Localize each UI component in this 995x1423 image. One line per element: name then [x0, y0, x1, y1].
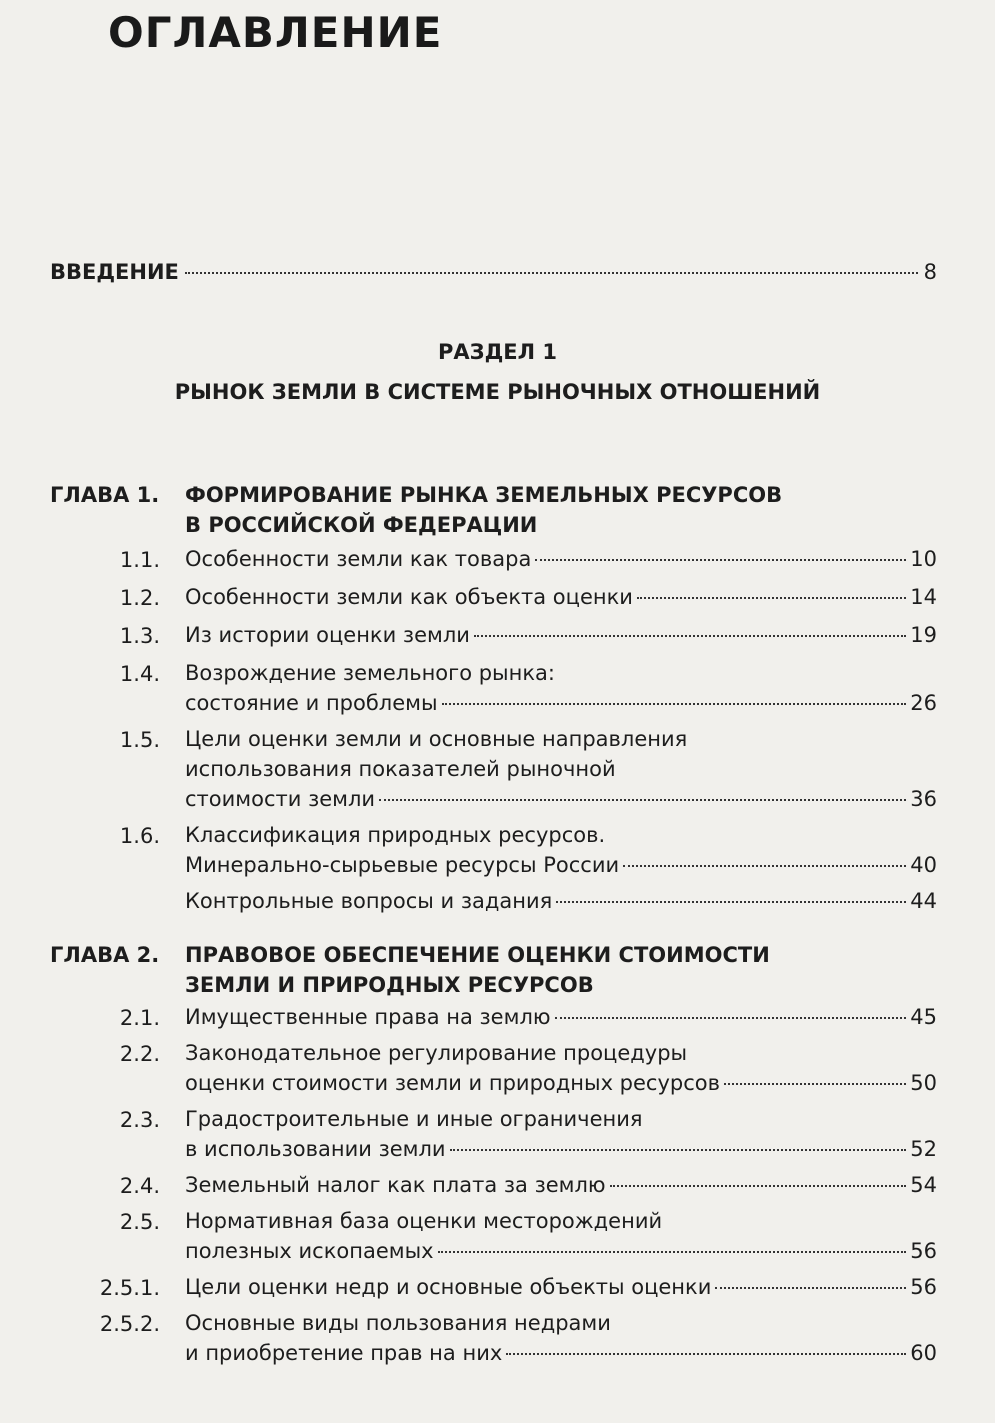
leader-dots — [555, 1017, 907, 1019]
leader-dots — [474, 635, 906, 637]
toc-entry[interactable] — [185, 582, 937, 612]
intro-entry[interactable] — [50, 260, 937, 284]
page-number: 56 — [910, 1275, 937, 1299]
chapter-title-line: ЗЕМЛИ И ПРИРОДНЫХ РЕСУРСОВ — [185, 973, 594, 997]
page-number: 56 — [910, 1239, 937, 1263]
entry-number: 1.4. — [119, 662, 160, 686]
entry-number: 2.4. — [119, 1174, 160, 1198]
entry-title-line: Земельный налог как плата за землю — [185, 1173, 606, 1197]
entry-title-line: стоимости земли — [185, 787, 376, 811]
toc-entry[interactable] — [185, 1308, 937, 1368]
page-number: 54 — [910, 1173, 937, 1197]
leader-dots — [535, 559, 906, 561]
entry-number: 1.5. — [119, 728, 160, 752]
page-number: 36 — [910, 787, 937, 811]
entry-title-line: полезных ископаемых — [185, 1239, 434, 1263]
entry-title-line: Градостроительные и иные ограничения — [185, 1107, 643, 1131]
toc-entry[interactable] — [185, 1170, 937, 1200]
leader-dots — [610, 1185, 907, 1187]
toc-entry[interactable] — [185, 1104, 937, 1164]
leader-dots — [623, 865, 906, 867]
toc-entry[interactable] — [185, 886, 937, 916]
entry-number: 1.6. — [119, 824, 160, 848]
leader-dots — [715, 1287, 906, 1289]
entry-title-line: Цели оценки недр и основные объекты оценки — [185, 1275, 712, 1299]
chapter-title-line: В РОССИЙСКОЙ ФЕДЕРАЦИИ — [185, 513, 538, 537]
page-number: 45 — [910, 1005, 937, 1029]
leader-dots — [556, 901, 906, 903]
entry-number: 2.3. — [119, 1108, 160, 1132]
toc-entry[interactable] — [185, 544, 937, 574]
chapter-title-line: ФОРМИРОВАНИЕ РЫНКА ЗЕМЕЛЬНЫХ РЕСУРСОВ — [185, 483, 783, 507]
page-number: 14 — [910, 585, 937, 609]
toc-entry[interactable] — [185, 1206, 937, 1266]
entry-title-line: Из истории оценки земли — [185, 623, 470, 647]
entry-title-line: Особенности земли как объекта оценки — [185, 585, 633, 609]
leader-dots — [185, 272, 918, 274]
section-label: РАЗДЕЛ 1 — [438, 340, 557, 364]
entry-title-line: Цели оценки земли и основные направления — [185, 727, 688, 751]
page-number: 60 — [910, 1341, 937, 1365]
entry-title-line: состояние и проблемы — [185, 691, 438, 715]
chapter-1-label: ГЛАВА 1. — [50, 483, 160, 507]
page-number: 52 — [910, 1137, 937, 1161]
chapter-2-title[interactable] — [185, 940, 770, 1000]
leader-dots — [438, 1251, 907, 1253]
toc-entry[interactable] — [185, 1272, 937, 1302]
entry-number: 2.2. — [119, 1042, 160, 1066]
entry-title-line: Возрождение земельного рынка: — [185, 661, 555, 685]
entry-title-line: использования показателей рыночной — [185, 757, 616, 781]
page-number: 19 — [910, 623, 937, 647]
leader-dots — [724, 1083, 906, 1085]
leader-dots — [442, 703, 907, 705]
toc-entry[interactable] — [185, 658, 937, 718]
entry-title-line: Минерально-сырьевые ресурсы России — [185, 853, 620, 877]
entry-number: 2.1. — [119, 1006, 160, 1030]
section-title: РЫНОК ЗЕМЛИ В СИСТЕМЕ РЫНОЧНЫХ ОТНОШЕНИЙ — [174, 380, 821, 404]
intro-page-number: 8 — [923, 260, 937, 284]
entry-title-line: Нормативная база оценки месторождений — [185, 1209, 663, 1233]
leader-dots — [379, 799, 906, 801]
toc-entry[interactable] — [185, 1038, 937, 1098]
entry-title-line: Законодательное регулирование процедуры — [185, 1041, 688, 1065]
page-title: ОГЛАВЛЕНИЕ — [108, 8, 443, 57]
page-number: 44 — [910, 889, 937, 913]
page-number: 10 — [910, 547, 937, 571]
chapter-2-label: ГЛАВА 2. — [50, 943, 160, 967]
toc-entry[interactable] — [185, 1002, 937, 1032]
entry-title-line: и приобретение прав на них — [185, 1341, 503, 1365]
entry-title-line: Имущественные права на землю — [185, 1005, 551, 1029]
toc-entry[interactable] — [185, 724, 937, 814]
entry-number: 2.5.2. — [99, 1312, 160, 1336]
entry-number: 2.5. — [119, 1210, 160, 1234]
entry-number: 2.5.1. — [99, 1276, 160, 1300]
leader-dots — [637, 597, 906, 599]
entry-title-line: Классификация природных ресурсов. — [185, 823, 606, 847]
toc-entry[interactable] — [185, 820, 937, 880]
chapter-title-line: ПРАВОВОЕ ОБЕСПЕЧЕНИЕ ОЦЕНКИ СТОИМОСТИ — [185, 943, 770, 967]
entry-title-line: Контрольные вопросы и задания — [185, 889, 553, 913]
intro-label: ВВЕДЕНИЕ — [50, 260, 179, 284]
leader-dots — [450, 1149, 907, 1151]
entry-title-line: Особенности земли как товара — [185, 547, 532, 571]
entry-number: 1.1. — [119, 548, 160, 572]
chapter-1-title[interactable] — [185, 480, 782, 540]
page-number: 40 — [910, 853, 937, 877]
page-number: 50 — [910, 1071, 937, 1095]
leader-dots — [506, 1353, 906, 1355]
entry-title-line: в использовании земли — [185, 1137, 446, 1161]
page-number: 26 — [910, 691, 937, 715]
entry-title-line: оценки стоимости земли и природных ресурсов — [185, 1071, 721, 1095]
entry-title-line: Основные виды пользования недрами — [185, 1311, 611, 1335]
entry-number: 1.2. — [119, 586, 160, 610]
toc-entry[interactable] — [185, 620, 937, 650]
entry-number: 1.3. — [119, 624, 160, 648]
